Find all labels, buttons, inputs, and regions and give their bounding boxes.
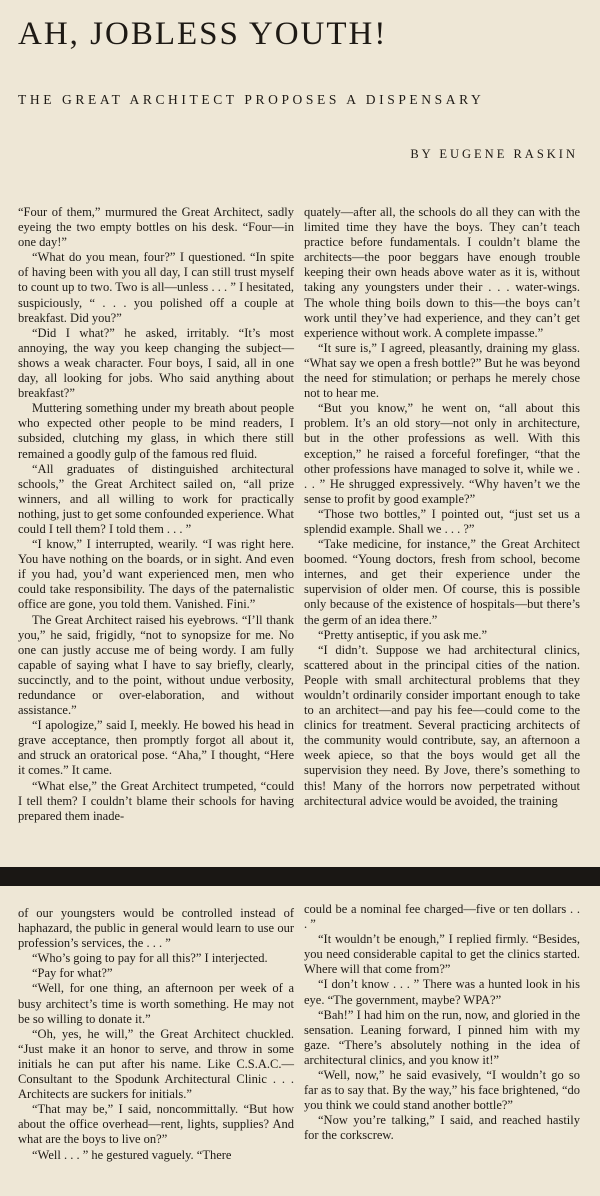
column-top-left — [18, 205, 294, 824]
article-title: AH, JOBLESS YOUTH! — [18, 16, 388, 52]
paragraph: “Pretty antiseptic, if you ask me.” — [318, 627, 488, 642]
paragraph: “Those two bottles,” I pointed out, “just set us a splendid example. Shall we . . . ?” — [304, 506, 580, 536]
paragraph: “It sure is,” I agreed, pleasantly, draining my glass. “What say we open a fresh bottle?” But he was beyond the need for stimulation; or perhaps he merely chose not to hear me. — [304, 340, 580, 401]
paragraph: “I don’t know . . . ” There was a hunted look in his eye. “The government, maybe? WPA?” — [304, 977, 580, 1007]
paragraph: “Oh, yes, he will,” the Great Architect chuckled. “Just make it an honor to serve, and throw in some initials he can put after his name. Like C.S.A.C.—Consultant to the Spodunk Architectural Clinic . . . Architects are suckers for initials.” — [18, 1026, 294, 1102]
paragraph: “I apologize,” said I, meekly. He bowed his head in grave acceptance, then promptly forgot all about it, and struck an oratorical pose. “Aha,” I thought, “Here it comes.” It came. — [18, 718, 294, 778]
column-bottom-left — [18, 906, 294, 1163]
paragraph: “What else,” the Great Architect trumpeted, “could I tell them? I couldn’t blame their schools for having prepared them inade- — [18, 778, 294, 823]
paragraph: “Bah!” I had him on the run, now, and gloried in the sensation. Leaning forward, I pinned him with my gaze. “There’s absolutely nothing in the idea of architectural clinics, and you know it!” — [304, 1007, 580, 1067]
paragraph: The Great Architect raised his eyebrows. “I’ll thank you,” he said, frigidly, “not to synopsize for me. No one can justly accuse me of being wordy. I am fully capable of saying what I have to say briefly, clearly, succinctly, and to the point, without undue verbosity, redundance or over-elaboration, and without assistance.” — [18, 612, 294, 718]
paragraph: could be a nominal fee charged—five or ten dollars . . . ” — [304, 902, 580, 932]
paragraph: “That may be,” I said, noncommittally. “But how about the office overhead—rent, lights, supplies? And what are the boys to live on?” — [18, 1102, 294, 1147]
paragraph: “I know,” I interrupted, wearily. “I was right here. You have nothing on the boards, or in sight. And even if you had, you’d want experienced men, men who could take responsibility. The days of the paternalistic office are gone, you told them. Vanished. Fini.” — [18, 537, 294, 612]
paragraph: “Take medicine, for instance,” the Great Architect boomed. “Young doctors, fresh from school, become internes, and get their experience under the supervision of older men. Of course, this is possible only because of the existence of hospitals—but there’s the germ of an idea there.” — [304, 537, 580, 627]
paragraph: “Four of them,” murmured the Great Architect, sadly eyeing the two empty bottles on his desk. “Four—in one day!” — [18, 205, 294, 250]
paragraph: “Now you’re talking,” I said, and reached hastily for the corkscrew. — [304, 1113, 580, 1143]
paragraph: quately—after all, the schools do all they can with the limited time they have the boys. They can’t teach practice before fundamentals. I couldn’t blame the architects—the poor beggars have enough trouble keeping their own heads above water as it is, without taking any youngsters under their . . . water-wings. The whole thing boils down to this—the boys can’t work until they’ve had experience, and they can’t get experience without work. A complete impasse.” — [304, 205, 580, 340]
paragraph: “Well . . . ” he gestured vaguely. “There — [32, 1147, 232, 1162]
column-top-right — [304, 205, 580, 809]
paragraph: “But you know,” he went on, “all about this problem. It’s an old story—not only in architecture, but in the other professions as well. With this exception,” he raised a forceful forefinger, “that the other professions have managed to solve it, while we . . . ” He shrugged expressively. “Why haven’t we the sense to profit by good example?” — [304, 401, 580, 506]
paragraph: “It wouldn’t be enough,” I replied firmly. “Besides, you need considerable capital to get the clinics started. Where will that come from?” — [304, 932, 580, 977]
page-bottom — [0, 886, 600, 1196]
paragraph: “I didn’t. Suppose we had architectural clinics, scattered about in the principal cities of the nation. People with small architectural problems that they wouldn’t ordinarily consider important enough to take to an architect—and pay his fee—could come to the clinics for treatment. Several practicing architects of the community would contribute, say, an afternoon a week apiece, so that the boys would get all the supervision they need. By Jove, there’s something to this! Many of the horrors now perpetrated without architectural advice would be avoided, the training — [304, 642, 580, 808]
paragraph: “Did I what?” he asked, irritably. “It’s most annoying, the way you keep changing the subject—shows a weak character. Four boys, I said, all in one day, all looking for jobs. Who said anything about breakfast?” — [18, 325, 294, 401]
paragraph: “Well, now,” he said evasively, “I wouldn’t go so far as to say that. By the way,” his face brightened, “do you think we could stand another bottle?” — [304, 1068, 580, 1113]
article-subtitle: THE GREAT ARCHITECT PROPOSES A DISPENSARY — [18, 92, 485, 107]
paragraph: “Who’s going to pay for all this?” I interjected. — [32, 951, 268, 966]
paragraph: “What do you mean, four?” I questioned. “In spite of having been with you all day, I can still trust myself to count up to two. Two is all—unless . . . ” I hesitated, suspiciously, “ . . . you polished off a couple at breakfast. Did you?” — [18, 250, 294, 325]
paragraph: Muttering something under my breath about people who expected other people to be mind readers, I subsided, clutching my glass, in which there still remained a goodly gulp of the famous red fluid. — [18, 401, 294, 461]
column-bottom-right — [304, 902, 580, 1144]
article-byline: BY EUGENE RASKIN — [410, 147, 578, 161]
paragraph: “Well, for one thing, an afternoon per week of a busy architect’s time is worth something. He may not be so willing to donate it.” — [18, 981, 294, 1026]
paragraph: “Pay for what?” — [32, 966, 113, 981]
paragraph: “All graduates of distinguished architectural schools,” the Great Architect sailed on, “all prize winners, and all willing to work for practically nothing, just to get some confounded experience. What could I tell them? I told them . . . ” — [18, 461, 294, 536]
paragraph: of our youngsters would be controlled instead of haphazard, the public in general would learn to use our profession’s services, the . . . ” — [18, 906, 294, 951]
